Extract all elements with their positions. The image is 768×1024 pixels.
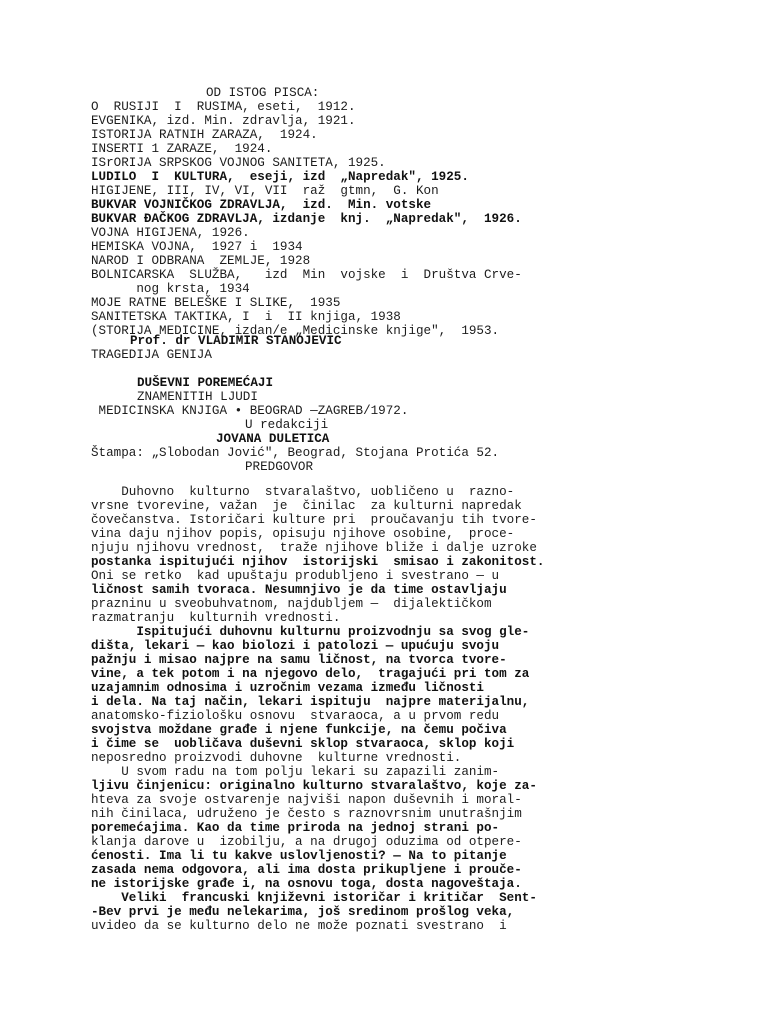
body-text-line: -Bev prvi je među nelekarima, još sredinom prošlog veka,	[91, 905, 515, 919]
body-text-line: poremećajima. Kao da time priroda na jednoj strani po-	[91, 821, 500, 835]
body-text-line: postanka ispitujući njihov istorijski smisao i zakonitost.	[91, 555, 545, 569]
works-header: OD ISTOG PISCA:	[206, 86, 320, 100]
editor-label: U redakciji	[245, 418, 329, 432]
body-text-line: U svom radu na tom polju lekari su zapazili zanim-	[91, 765, 500, 779]
works-list-item: ISTORIJA RATNIH ZARAZA, 1924.	[91, 128, 318, 142]
works-list-item: BUKVAR VOJNIČKOG ZDRAVLJA, izd. Min. votske	[91, 198, 432, 212]
body-text-line: i dela. Na taj način, lekari ispituju najpre materijalnu,	[91, 695, 530, 709]
body-text-line: svojstva moždane građe i njene funkcije, na čemu počiva	[91, 723, 507, 737]
body-text-line: i čime se uobličava duševni sklop stvaraoca, sklop koji	[91, 737, 515, 751]
works-list-item: MOJE RATNE BELEŠKE I SLIKE, 1935	[91, 296, 341, 310]
body-text-line: ličnost samih tvoraca. Nesumnjivo je da time ostavljaju	[91, 583, 507, 597]
body-text-line: zasada nema odgovora, ali ima dosta prikupljene i prouče-	[91, 863, 522, 877]
editor-name: JOVANA DULETICA	[216, 432, 330, 446]
body-text-line: nih činilaca, udruženo je često s raznovrsnim unutrašnjim	[91, 807, 522, 821]
book-title-line1: DUŠEVNI POREMEĆAJI	[137, 376, 274, 390]
works-list-item: BUKVAR ĐAČKOG ZDRAVLJA, izdanje knj. „Napredak", 1926.	[91, 212, 522, 226]
body-text-line: ljivu činjenicu: originalno kulturno stvaralaštvo, koje za-	[91, 779, 537, 793]
body-text-line: vina daju njihov popis, opisuju njihove osobine, proce-	[91, 527, 515, 541]
works-list-item: nog krsta, 1934	[91, 282, 250, 296]
printer-line: Štampa: „Slobodan Jović", Beograd, Stojana Protića 52.	[91, 446, 500, 460]
body-text-line: prazninu u sveobuhvatnom, najdubljem — dijalektičkom	[91, 597, 492, 611]
body-text-line: Oni se retko kad upuštaju produbljeno i svestrano — u	[91, 569, 500, 583]
body-text-line: klanja darove u izobilju, a na drugoj oduzima od otpere-	[91, 835, 522, 849]
book-title-line2: ZNAMENITIH LJUDI	[137, 390, 258, 404]
body-text-line: razmatranju kulturnih vrednosti.	[91, 611, 341, 625]
works-list-item: BOLNICARSKA SLUŽBA, izd Min vojske i Društva Crve-	[91, 268, 522, 282]
author-name: Prof. dr VLADIMIR STANOJEVIC	[130, 334, 342, 348]
works-list-item: VOJNA HIGIJENA, 1926.	[91, 226, 250, 240]
body-text-line: ćenosti. Ima li tu kakve uslovljenosti? — Na to pitanje	[91, 849, 507, 863]
body-text-line: čovečanstva. Istoričari kulture pri proučavanju tih tvore-	[91, 513, 537, 527]
body-text-line: vrsne tvorevine, važan je činilac za kulturni napredak	[91, 499, 522, 513]
works-list-item: ISrORIJA SRPSKOG VOJNOG SANITETA, 1925.	[91, 156, 386, 170]
body-text-line: anatomsko-fiziološku osnovu stvaraoca, a u prvom redu	[91, 709, 500, 723]
works-list-item: LUDILO I KULTURA, eseji, izd „Napredak", 1925.	[91, 170, 469, 184]
body-text-line: Ispitujući duhovnu kulturnu proizvodnju sa svog gle-	[91, 625, 530, 639]
works-list-item: (STORIJA MEDICINE, izdan/e „Medicinske knjige", 1953.	[91, 324, 500, 338]
body-text-line: njuju njihovu vrednost, traže njihove bliže i dalje uzroke	[91, 541, 537, 555]
works-list-item: O RUSIJI I RUSIMA, eseti, 1912.	[91, 100, 356, 114]
body-text-line: ne istorijske građe i, na osnovu toga, dosta nagoveštaja.	[91, 877, 522, 891]
body-text-line: dišta, lekari — kao biolozi i patolozi — upućuju svoju	[91, 639, 500, 653]
works-list-item: NAROD I ODBRANA ZEMLJE, 1928	[91, 254, 311, 268]
series-title: TRAGEDIJA GENIJA	[91, 348, 212, 362]
works-list-item: EVGENIKA, izd. Min. zdravlja, 1921.	[91, 114, 356, 128]
preface-heading: PREDGOVOR	[245, 460, 314, 474]
works-list-item: HIGIJENE, III, IV, VI, VII raž gtmn, G. Kon	[91, 184, 439, 198]
body-text-line: uvideo da se kulturno delo ne može poznati svestrano i	[91, 919, 507, 933]
body-text-line: pažnju i misao najpre na samu ličnost, na tvorca tvore-	[91, 653, 507, 667]
works-list-item: HEMISKA VOJNA, 1927 i 1934	[91, 240, 303, 254]
body-text-line: uzajamnim odnosima i uzročnim vezama između ličnosti	[91, 681, 484, 695]
body-text-line: vine, a tek potom i na njegovo delo, tragajući pri tom za	[91, 667, 530, 681]
body-text-line: Duhovno kulturno stvaralaštvo, uobličeno u razno-	[91, 485, 515, 499]
works-list-item: INSERTI 1 ZARAZE, 1924.	[91, 142, 273, 156]
works-list-item: SANITETSKA TAKTIKA, I i II knjiga, 1938	[91, 310, 401, 324]
body-text-line: Veliki francuski književni istoričar i kritičar Sent-	[91, 891, 537, 905]
body-text-line: neposredno proizvodi duhovne kulturne vrednosti.	[91, 751, 462, 765]
body-text-line: hteva za svoje ostvarenje najviši napon duševnih i moral-	[91, 793, 522, 807]
publisher-line: MEDICINSKA KNJIGA • BEOGRAD —ZAGREB/1972.	[91, 404, 409, 418]
